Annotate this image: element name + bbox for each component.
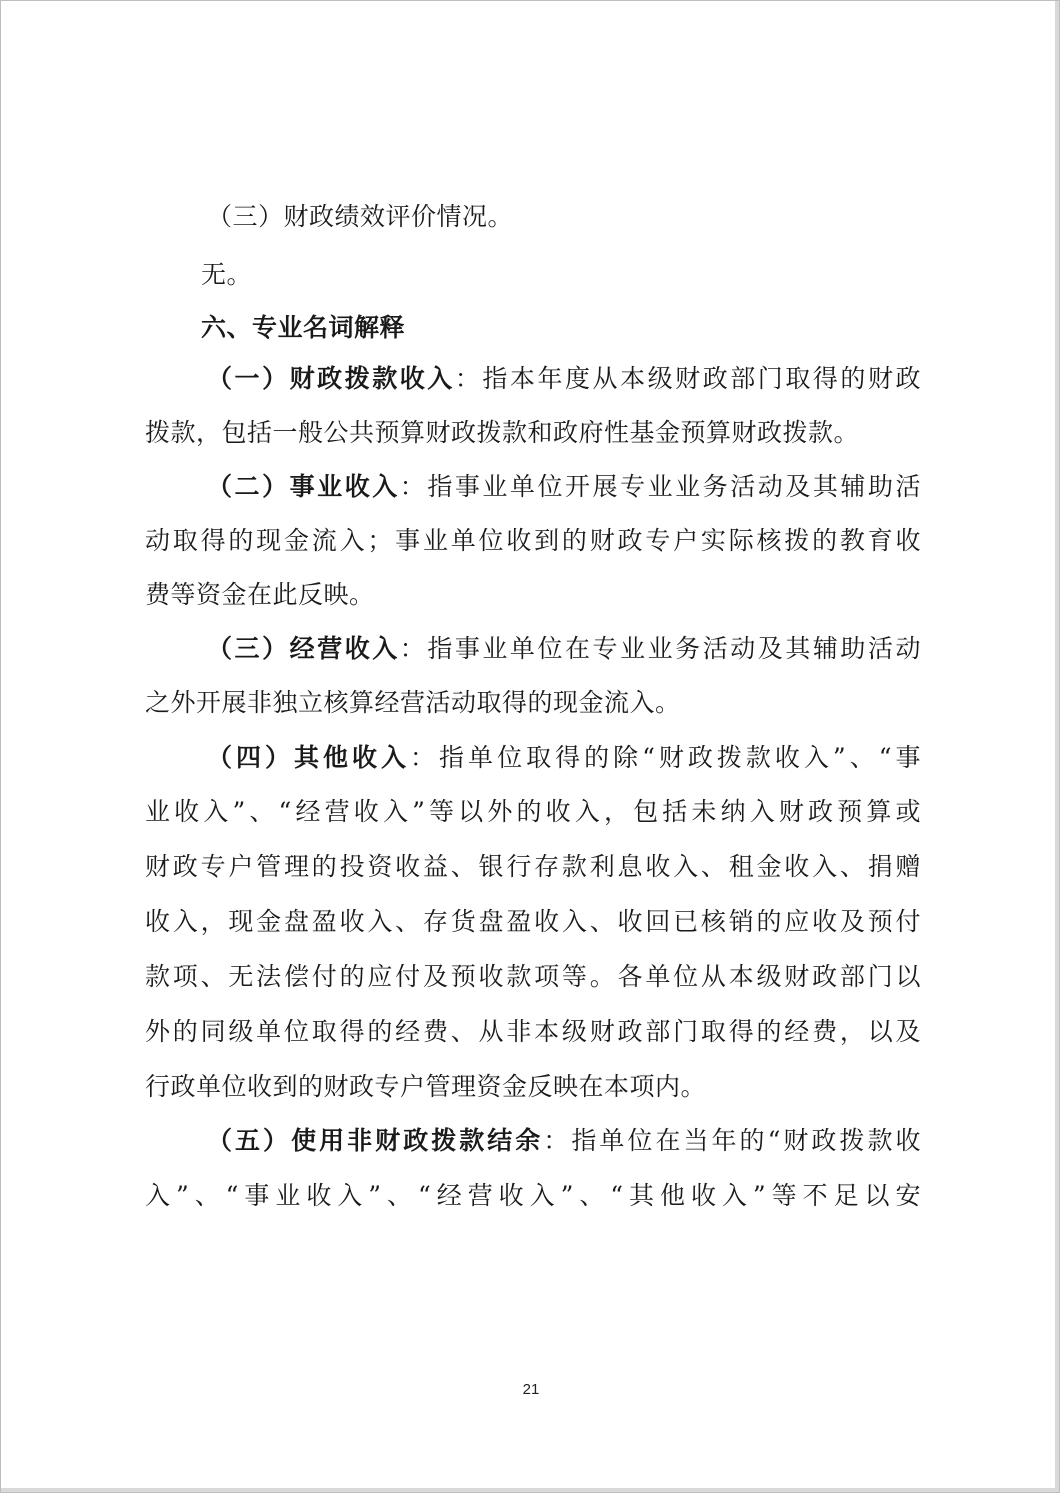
term-paragraph-line: 费等资金在此反映。 [145, 580, 375, 609]
term-paragraph-line: 收入，现金盘盈收入、存货盘盈收入、收回已核销的应收及预付 [145, 907, 921, 936]
term-text: ：指本年度从本级财政部门取得的财政 [454, 364, 921, 393]
term-text: ：指事业单位开展专业业务活动及其辅助活 [399, 472, 921, 501]
term-paragraph-line: 财政专户管理的投资收益、银行存款利息收入、租金收入、捐赠 [145, 852, 921, 881]
term-text: ：指事业单位在专业业务活动及其辅助活动 [399, 634, 921, 663]
term-label: （三）经营收入 [207, 634, 400, 663]
term-paragraph-line [207, 359, 921, 399]
term-label: （四）其他收入 [207, 743, 411, 772]
term-paragraph-line: 外的同级单位取得的经费、从非本级财政部门取得的经费，以及 [145, 1017, 921, 1046]
term-label: （一）财政拨款收入 [207, 364, 455, 393]
term-paragraph-line [207, 629, 921, 669]
term-paragraph-line: 行政单位收到的财政专户管理资金反映在本项内。 [145, 1072, 707, 1101]
term-label: （五）使用非财政拨款结余 [207, 1126, 544, 1155]
term-paragraph-line [207, 467, 921, 507]
term-paragraph-line [207, 738, 921, 778]
term-paragraph-line: 款项、无法偿付的应付及预收款项等。各单位从本级财政部门以 [145, 962, 921, 991]
term-paragraph-line: 动取得的现金流入；事业单位收到的财政专户实际核拨的教育收 [145, 526, 921, 555]
term-text: ：指单位在当年的“财政拨款收 [543, 1126, 921, 1155]
term-paragraph-line: 拨款，包括一般公共预算财政拨款和政府性基金预算财政拨款。 [145, 418, 860, 447]
term-paragraph-line: 入”、“事业收入”、“经营收入”、“其他收入”等不足以安 [145, 1181, 921, 1210]
page-number: 21 [522, 1381, 540, 1398]
section-3-heading: （三）财政绩效评价情况。 [207, 202, 514, 231]
section-3-body: 无。 [201, 260, 253, 289]
term-paragraph-line: 之外开展非独立核算经营活动取得的现金流入。 [145, 688, 681, 717]
term-label: （二）事业收入 [207, 472, 400, 501]
section-6-heading: 六、专业名词解释 [201, 313, 406, 342]
term-paragraph-line [207, 1121, 921, 1161]
term-text: ：指单位取得的除“财政拨款收入”、“事 [410, 743, 921, 772]
term-paragraph-line: 业收入”、“经营收入”等以外的收入，包括未纳入财政预算或 [145, 797, 921, 826]
